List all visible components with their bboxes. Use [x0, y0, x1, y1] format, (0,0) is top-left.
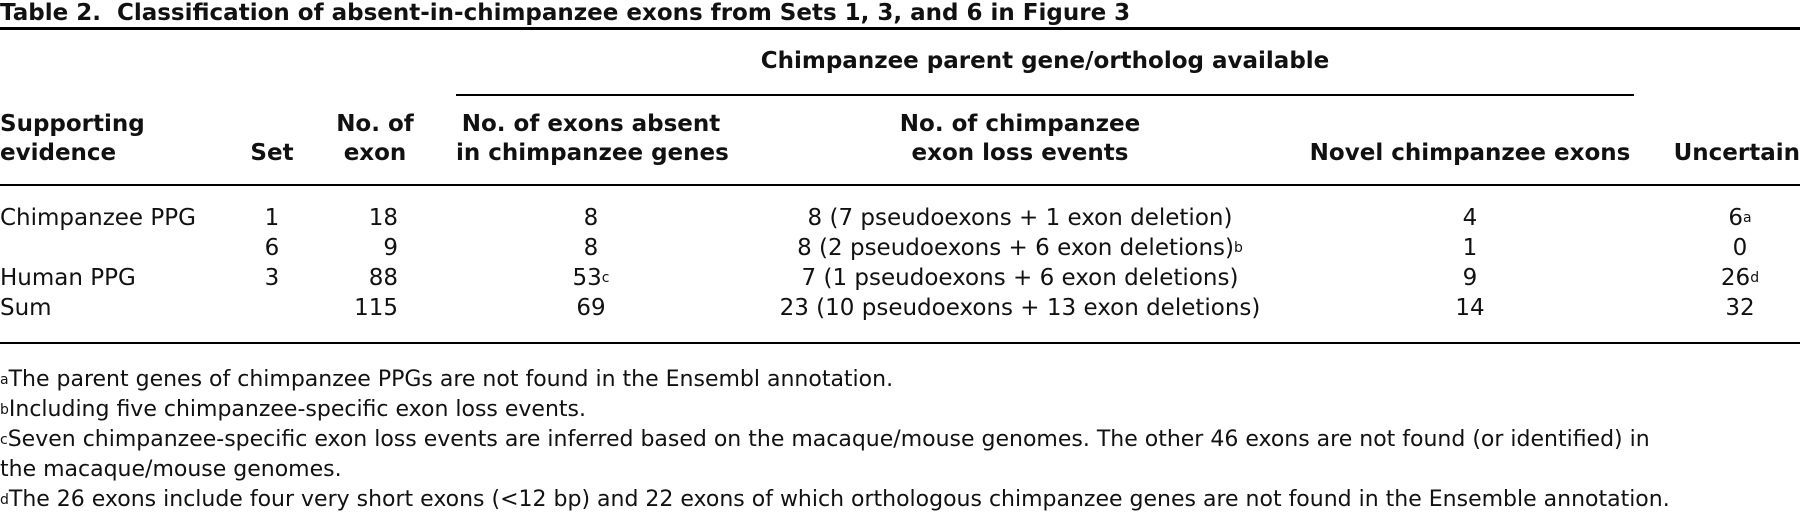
footnote-c: $^c$Seven chimpanzee-specific exon loss events are inferred based on the macaque/mouse genomes. The other 46 exons are not found (or identified) in: [0, 427, 1650, 452]
cell-novel: 9: [1462, 265, 1478, 291]
cell-set: 1: [264, 205, 280, 231]
cell-evidence: Human PPG: [0, 265, 136, 291]
cell-no-exon: 18: [368, 205, 398, 231]
cell-loss-events: [760, 294, 1280, 323]
cell-absent: [456, 204, 726, 233]
top-rule: [0, 27, 1800, 30]
spanning-header-rule: [456, 94, 1634, 96]
header-absent-line2: in chimpanzee genes: [456, 140, 729, 166]
cell-uncertain: [1700, 294, 1780, 323]
cell-evidence: Chimpanzee PPG: [0, 205, 196, 231]
cell-loss-value: 23 (10 pseudoexons + 13 exon deletions): [779, 295, 1261, 321]
cell-loss-value: 8 (7 pseudoexons + 1 exon deletion): [807, 205, 1233, 231]
header-loss-line2: exon loss events: [911, 140, 1129, 166]
cell-novel: 4: [1462, 205, 1478, 231]
footnote-mark: b: [1234, 240, 1243, 256]
header-evidence-line2: evidence: [0, 140, 117, 166]
header-set: Set: [250, 140, 294, 166]
cell-absent: [456, 234, 726, 263]
header-novel-exons: Novel chimpanzee exons: [1309, 140, 1631, 166]
header-no-of-exon: [320, 110, 430, 168]
header-loss-line1: No. of chimpanzee: [899, 111, 1141, 137]
footnote-d: $^d$The 26 exons include four very short exons (<12 bp) and 22 exons of which orthologous chimpanzee genes are not found in the Ensemble annotation.: [0, 487, 1670, 512]
header-no-exon-line2: exon: [343, 140, 407, 166]
table-caption: Classification of absent-in-chimpanzee exons from Sets 1, 3, and 6 in Figure 3: [116, 0, 1131, 26]
header-supporting-evidence: [0, 110, 145, 168]
cell-uncertain-value: 0: [1732, 235, 1748, 261]
cell-absent-value: 69: [576, 295, 606, 321]
cell-novel: 14: [1455, 295, 1485, 321]
footnote-mark: a: [1743, 210, 1752, 226]
cell-loss-value: 7 (1 pseudoexons + 6 exon deletions): [801, 265, 1239, 291]
cell-evidence: Sum: [0, 295, 52, 321]
cell-uncertain: [1700, 234, 1780, 263]
cell-set: 3: [264, 265, 280, 291]
footnote-mark: d: [1750, 270, 1760, 286]
cell-set: 6: [264, 235, 280, 261]
cell-loss-events: [760, 204, 1280, 233]
bottom-rule: [0, 342, 1800, 344]
footnote-c-continued: the macaque/mouse genomes.: [0, 457, 342, 482]
footnote-mark: c: [601, 270, 610, 286]
cell-absent: [456, 264, 726, 293]
spanning-header: Chimpanzee parent gene/ortholog available: [760, 48, 1330, 74]
header-uncertain: Uncertain: [1673, 140, 1800, 166]
cell-novel: 1: [1462, 235, 1478, 261]
table-number: Table 2.: [0, 0, 101, 26]
cell-uncertain: [1700, 264, 1780, 293]
cell-no-exon: 9: [383, 235, 398, 261]
cell-absent-value: 53: [572, 265, 602, 291]
header-evidence-line1: Supporting: [0, 111, 145, 137]
header-exon-loss-events: [760, 110, 1280, 168]
cell-absent: [456, 294, 726, 323]
footnote-a: $^a$The parent genes of chimpanzee PPGs are not found in the Ensembl annotation.: [0, 367, 894, 392]
cell-loss-events: [760, 264, 1280, 293]
cell-loss-events: [760, 234, 1280, 263]
cell-uncertain-value: 6: [1728, 205, 1744, 231]
header-exons-absent: [456, 110, 729, 168]
cell-uncertain-value: 32: [1725, 295, 1755, 321]
cell-loss-value: 8 (2 pseudoexons + 6 exon deletions): [797, 235, 1234, 261]
footnote-b: $^b$Including five chimpanzee-specific exon loss events.: [0, 397, 586, 422]
header-absent-line1: No. of exons absent: [461, 111, 721, 137]
cell-absent-value: 8: [583, 235, 599, 261]
cell-uncertain: [1700, 204, 1780, 233]
header-rule: [0, 184, 1800, 186]
header-no-exon-line1: No. of: [336, 111, 414, 137]
cell-no-exon: 115: [354, 295, 398, 321]
cell-uncertain-value: 26: [1720, 265, 1751, 291]
cell-no-exon: 88: [368, 265, 398, 291]
cell-absent-value: 8: [583, 205, 599, 231]
table-title: [0, 0, 1130, 26]
